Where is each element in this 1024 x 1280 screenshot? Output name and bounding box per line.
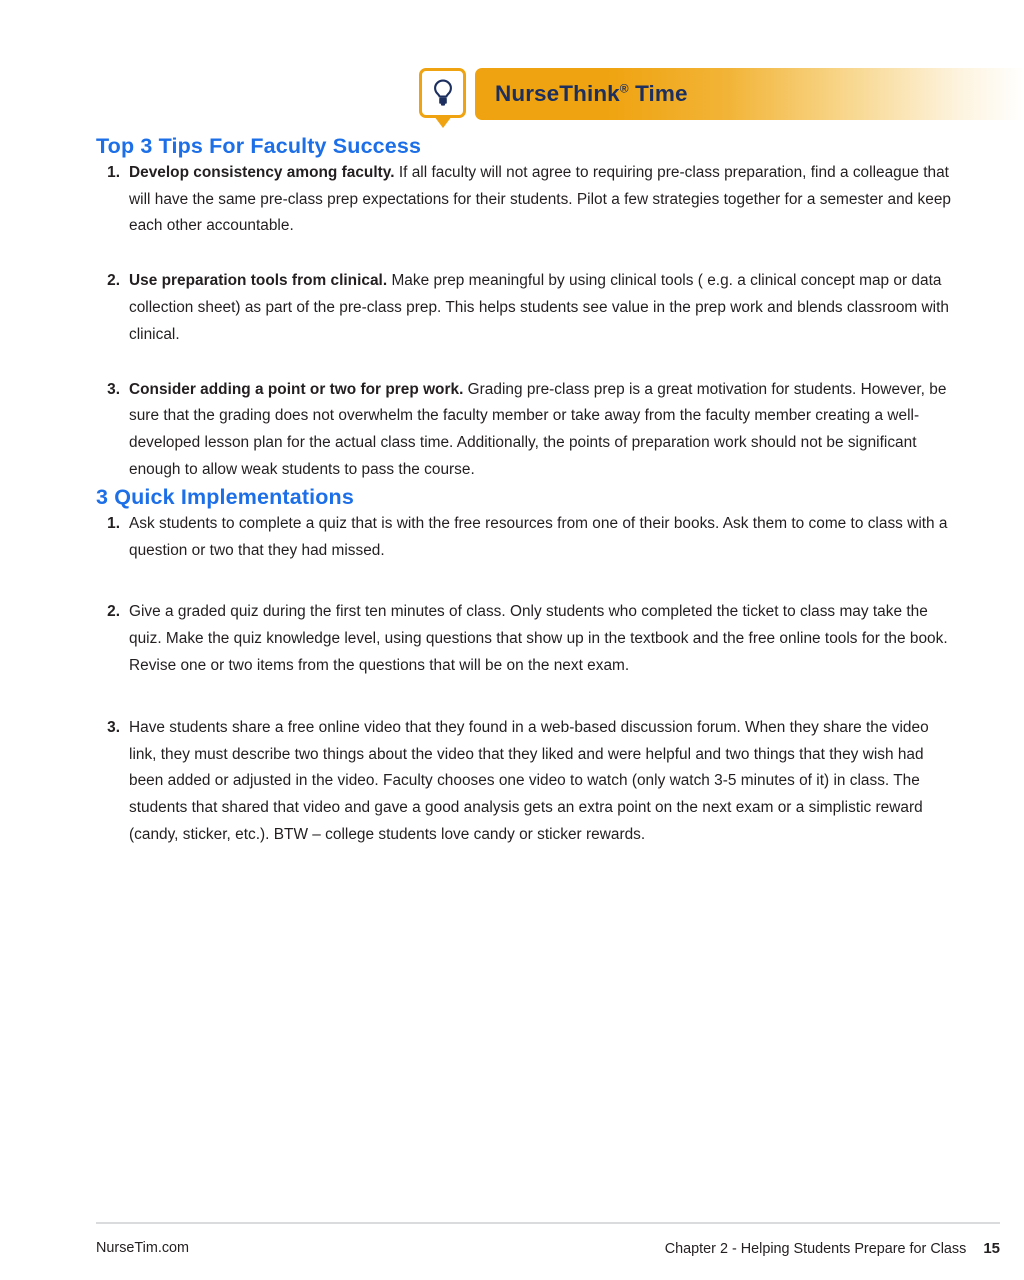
page-footer [96,1236,1000,1260]
list-item-body: Give a graded quiz during the first ten minutes of class. Only students who completed the ticket to class may take the quiz. Make the quiz knowledge level, using questions that show up in the textbook and the free online tools for the book. Revise one or two items from the questions that will be on the next exam. [129,603,948,674]
lightbulb-icon [432,79,454,107]
list-item-lead: Develop consistency among faculty. [129,163,395,181]
footer-divider [96,1222,1000,1224]
list-item-number: 2. [107,272,120,290]
footer-site-name: NurseTim.com [96,1240,190,1256]
list-item-number: 1. [107,163,120,181]
section-heading-implementations: 3 Quick Implementations [96,484,354,509]
nursethink-time-banner [0,68,1024,120]
list-item-body: Grading pre-class prep is a great motivation for students. However, be sure that the grading does not overwhelm the faculty member or take away from the faculty member creating a well-developed lesson plan for the actual class time. Additionally, the points of preparation work should not be significant enough to allow weak students to pass the course. [129,380,947,479]
footer-chapter-title: Chapter 2 - Helping Students Prepare for Class [664,1240,967,1257]
banner-title-tail: Time [628,81,688,106]
banner-title [495,68,688,120]
list-item [96,377,952,484]
list-item-number: 3. [107,380,120,398]
list-item [96,268,952,348]
list-item [96,715,952,849]
list-item-number: 2. [107,603,120,621]
list-item-lead: Consider adding a point or two for prep work. [129,380,464,398]
page-content [96,133,952,849]
footer-right-group [665,1240,1000,1257]
badge-pointer-tail [434,116,452,128]
lightbulb-icon-badge [419,68,466,118]
list-item-number: 1. [107,514,120,532]
tips-list [96,160,952,484]
list-item [96,160,952,240]
page-number: 15 [983,1239,1000,1257]
list-item-lead: Use preparation tools from clinical. [129,272,388,290]
banner-title-main: NurseThink [495,81,620,106]
list-item-body: Have students share a free online video that they found in a web-based discussion forum. When they share the video link, they must describe two things about the video that they liked and were helpful and two things that they wish had been added or adjusted in the video. Faculty chooses one video to watch (only watch 3-5 minutes of it) in class. The students that shared that video and gave a good analysis gets an extra point on the next exam or a simplistic reward (candy, sticker, etc.). BTW – college students love candy or sticker rewards. [129,718,929,843]
implementations-list [96,511,952,849]
list-item-number: 3. [107,718,120,736]
list-item [96,511,952,565]
section-heading-tips: Top 3 Tips For Faculty Success [96,134,422,158]
registered-trademark-symbol: ® [619,81,629,96]
list-item-body: Ask students to complete a quiz that is with the free resources from one of their books. Ask them to come to class with a question or two that they had missed. [129,514,948,559]
list-item [96,599,952,679]
list-item-body: Make prep meaningful by using clinical tools ( e.g. a clinical concept map or data collection sheet) as part of the pre-class prep. This helps students see value in the prep work and blends classroom with clinical. [129,272,949,343]
list-item-body: If all faculty will not agree to requiring pre-class preparation, find a colleague that will have the same pre-class prep expectations for their students. Pilot a few strategies together for a semester and keep each other accountable. [129,163,951,235]
